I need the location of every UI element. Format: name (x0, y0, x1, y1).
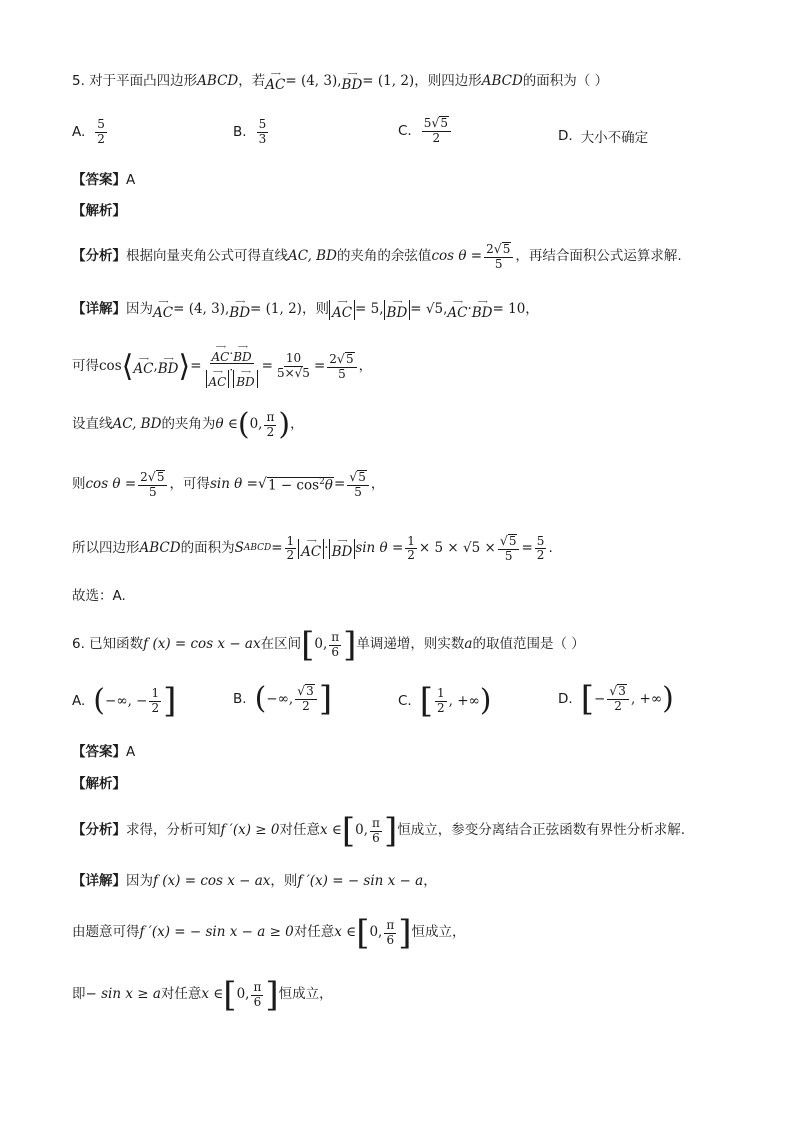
q6-xiangjie-line1: 【详解】 因为 f (x) = cos x − ax ，则 f ′(x) = − sin x − a ， (72, 873, 437, 889)
q5-xiangjie-line2: 可得 cos ⟨ ⟶ AC , ⟶ BD ⟩ = ⟶ AC · ⟶ BD ⟶ AC · ⟶ BD = $\frac{10}{5\times√5}$ = 2 √ 5 5 ， (72, 343, 373, 389)
q5-analysis-tag: 【解析】 (72, 203, 126, 219)
q5-stem-post: ，则四边形 (414, 73, 482, 90)
q5-xiangjie-line5: 所以四边形 ABCD 的面积为 S ABCD = $\frac{1}{2}$ ⟶ AC · ⟶ BD sin θ = $\frac{1}{2}$ × 5 × √5 × √ 5 5 = $\frac{5}{2}$ . (72, 533, 553, 563)
q6-option-d: D. [ − √ 3 2 , +∞ ) (558, 679, 674, 719)
q5-stem-mid: ，若 (238, 73, 266, 90)
q5-xiangjie-line4: 则 cos θ = 2 √ 5 5 ，可得 sin θ = √ $1 - \cos^2\theta$ = √ 5 5 ， (72, 469, 385, 499)
q5-choose: 故选：A. (72, 588, 126, 604)
q5-stem-pre: 5. 对于平面凸四边形 (72, 73, 198, 90)
q5-option-d: D. 大小不确定 (558, 128, 649, 146)
q6-option-c: C. [ $\frac{1}{2}$ , +∞ ) (398, 681, 492, 721)
q5-option-b: B. $\frac{5}{3}$ (233, 117, 267, 146)
q6-option-a: A. ( −∞, − $\frac{1}{2}$ ] (72, 681, 177, 721)
q6-stem: 6. 已知函数 f (x) = cos x − ax 在区间 [ 0, $\frac{\pi}{6}$ ] 单调递增，则实数 a 的取值范围是（ ） (72, 625, 585, 665)
q6-xiangjie-line3: 即 − sin x ≥ a 对任意 x ∈ [ 0, $\frac{\pi}{6}$ ] 恒成立， (72, 975, 333, 1015)
q5-quad: ABCD (197, 73, 239, 90)
q5-stem (72, 72, 608, 92)
q6-option-b: B. ( −∞, √ 3 2 ] (233, 679, 333, 719)
q6-xiangjie-line2: 由题意可得 f ′(x) = − sin x − a ≥ 0 对任意 x ∈ [ 0, $\frac{\pi}{6}$ ] 恒成立， (72, 913, 466, 953)
q5-quad-2: ABCD (481, 73, 523, 90)
q6-answer: 【答案】 A (72, 744, 136, 760)
vec-bd: ⟶ BD (341, 70, 363, 93)
q5-option-c: C. 5 √ 5 2 (398, 116, 453, 146)
ac-value: = (4, 3), (285, 73, 342, 90)
q6-analysis-tag: 【解析】 (72, 776, 126, 792)
q5-fenxi: 【分析】 根据向量夹角公式可得直线 AC, BD 的夹角的余弦值 cos θ = 2 √ 5 5 ，再结合面积公式运算求解. (72, 241, 682, 271)
q5-option-a: A. $\frac{5}{2}$ (72, 117, 105, 146)
q5-answer: 【答案】 A (72, 172, 136, 188)
q5-xiangjie-line1: 【详解】 因为 ⟶ AC = (4, 3), ⟶ BD = (1, 2) ，则 ⟶ AC = 5, ⟶ BD = √5, ⟶ AC · ⟶ BD = 10 ， (72, 298, 539, 321)
bd-value: = (1, 2) (362, 73, 415, 90)
vec-ac: ⟶ AC (265, 70, 286, 93)
q6-fenxi: 【分析】 求得，分析可知 f ′(x) ≥ 0 对任意 x ∈ [ 0, $\frac{\pi}{6}$ ] 恒成立，参变分离结合正弦函数有界性分析求解. (72, 811, 685, 851)
q5-xiangjie-line3: 设直线 AC, BD 的夹角为 θ ∈ ( 0, $\frac{\pi}{2}$ ) ， (72, 407, 304, 442)
q5-stem-end: 的面积为（ ） (522, 73, 609, 90)
